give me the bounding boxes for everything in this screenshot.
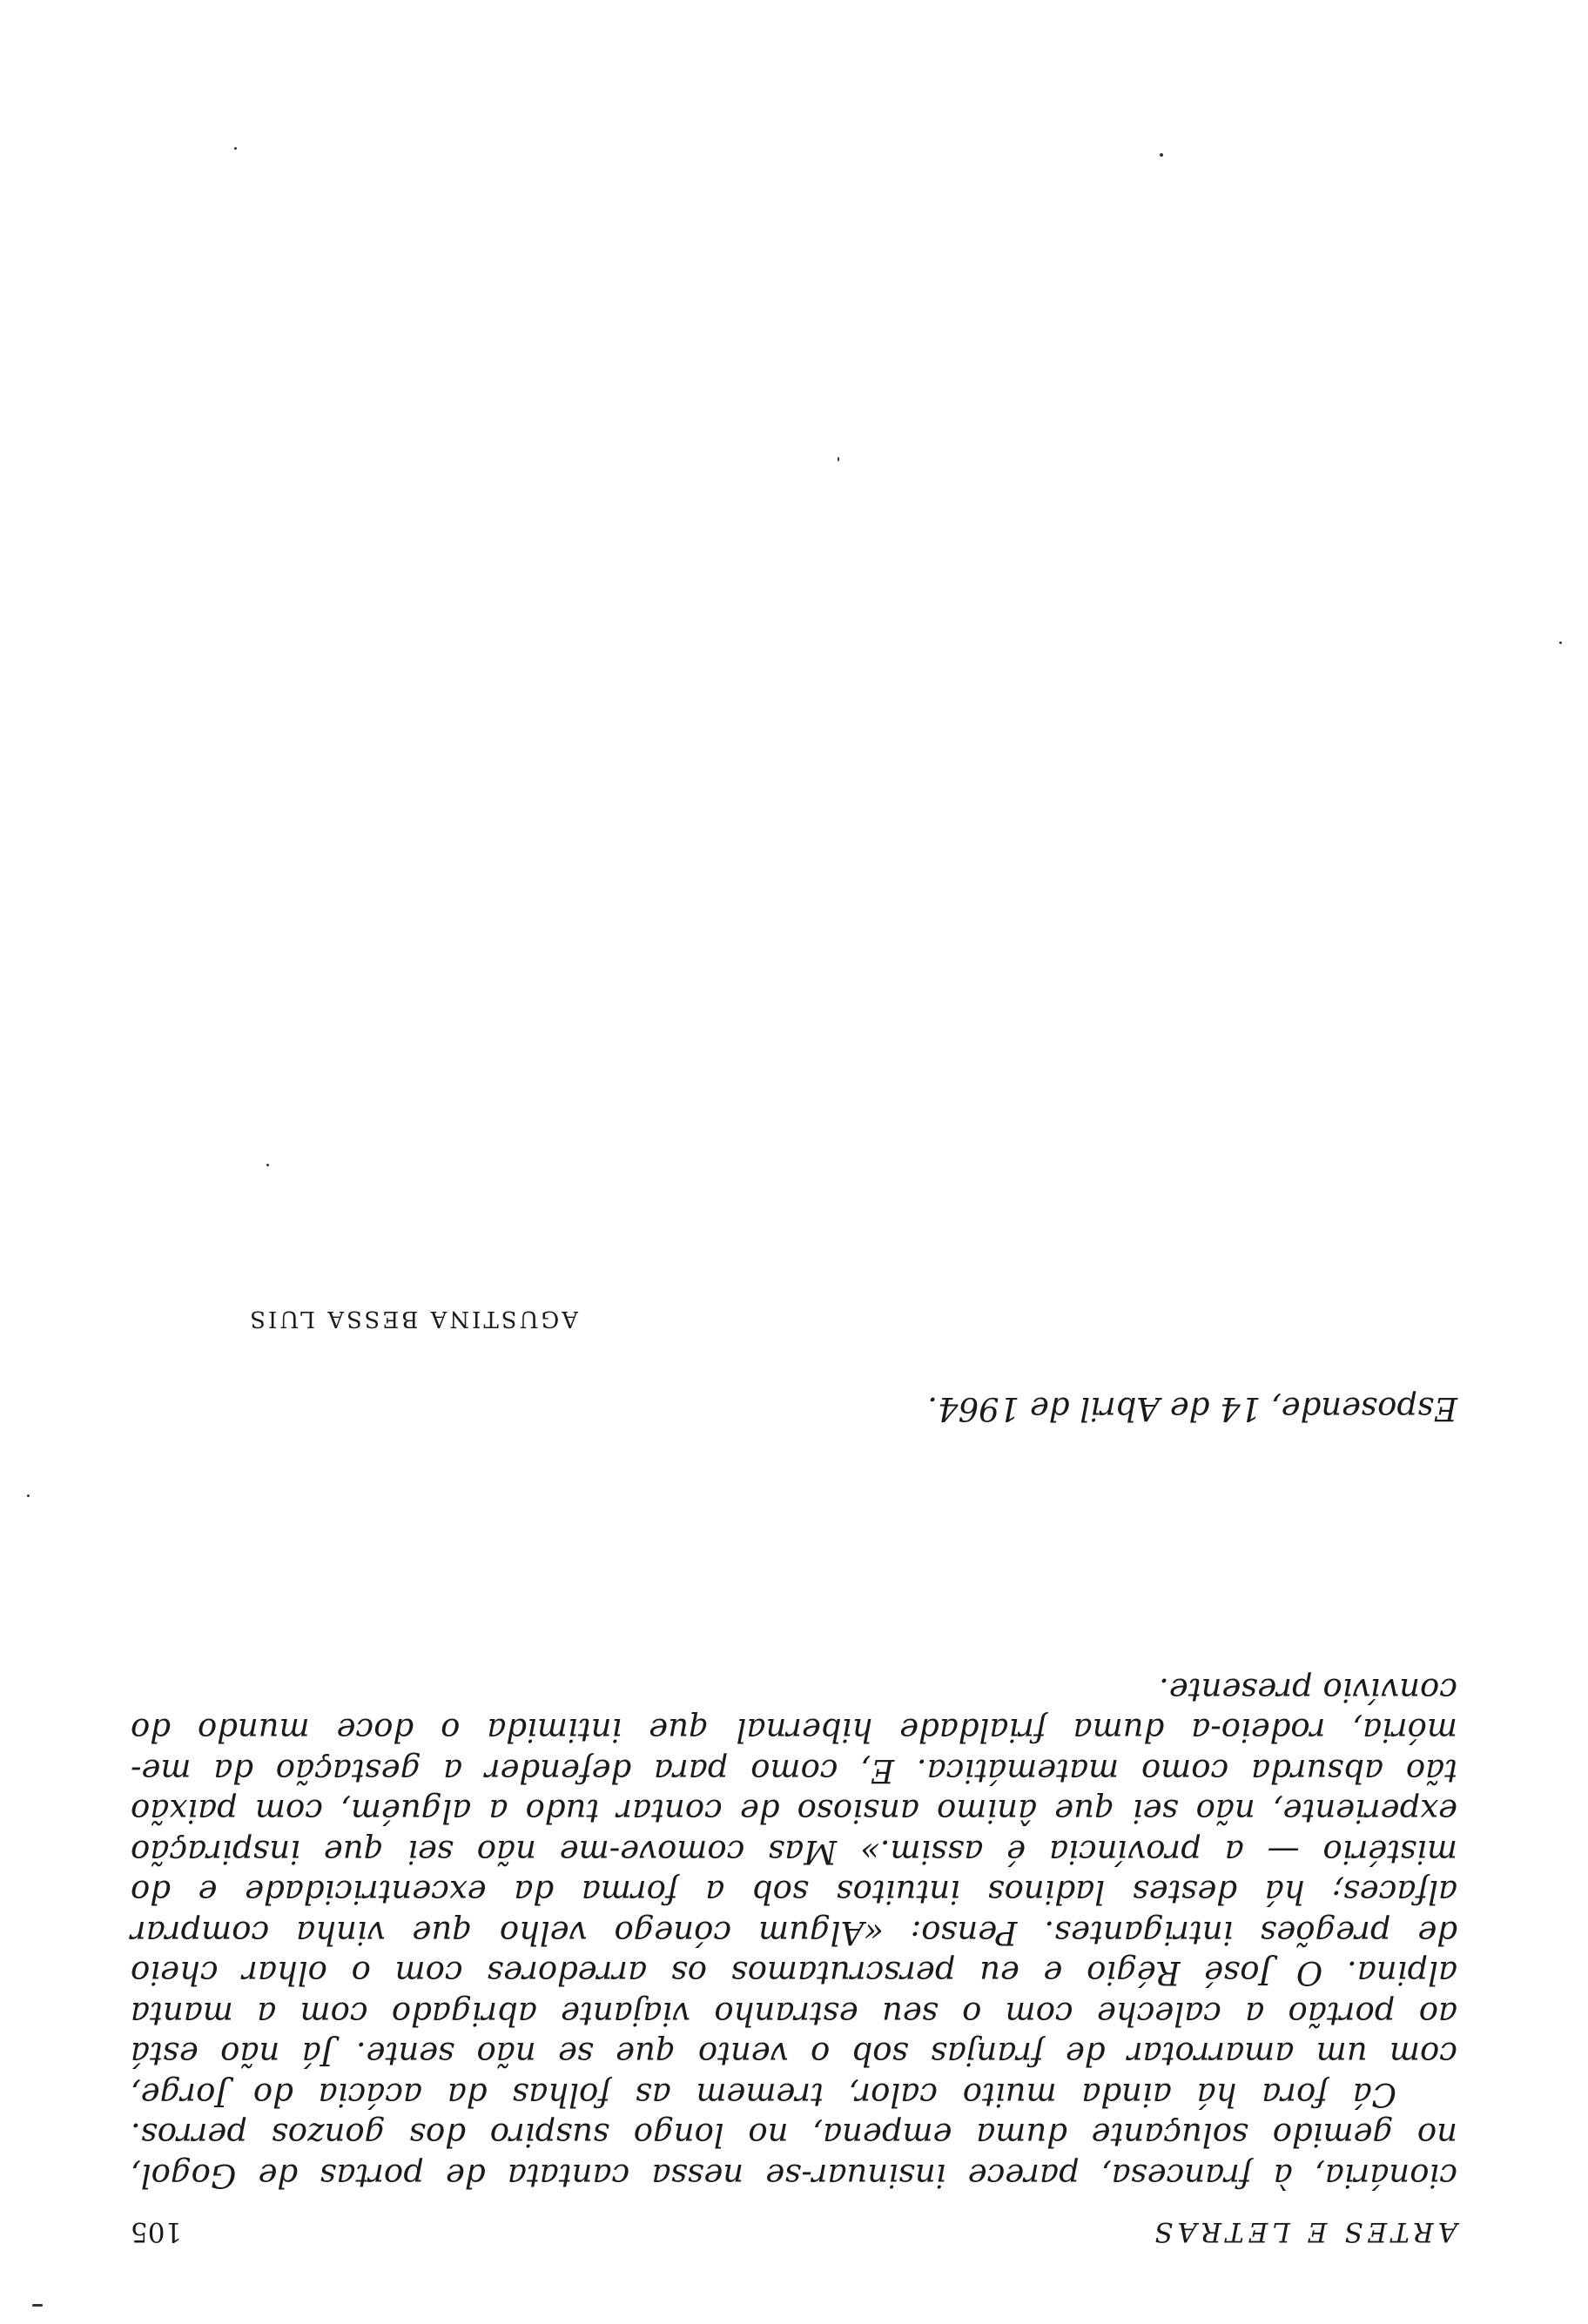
text-line: com um amarrotar de franjas sob o vento que se não sente. Já não está <box>131 2035 1457 2073</box>
scan-speck <box>838 457 839 461</box>
scan-speck <box>32 2304 43 2307</box>
body-paragraphs <box>131 1669 1457 2196</box>
text-line: tão absurda como matemática. E, como para defender a gestação da me- <box>131 1752 1457 1790</box>
text-line: experiente, não sei que ânimo ansioso de contar tudo a alguém, com paixão <box>131 1792 1457 1830</box>
author-signature: AGUSTINA BESSA LUIS <box>247 1306 578 1332</box>
text-line: de pregões intrigantes. Penso: «Algum cónego velho que vinha comprar <box>131 1914 1457 1951</box>
scan-speck <box>1160 153 1163 157</box>
text-line: alfaces; há destes ladinos intuitos sob a forma da excentricidade e do <box>131 1873 1457 1911</box>
text-line: alpina. O José Régio e eu perscrutamos os arredores com o olhar cheio <box>131 1954 1457 1992</box>
scan-speck <box>234 147 237 150</box>
text-line: cionária, à francesa, parece insinuar-se nessa cantata de portas de Gogol, <box>131 2157 1457 2194</box>
dateline: Esposende, 14 de Abril de 1964. <box>927 1390 1457 1427</box>
running-head <box>131 2207 1457 2247</box>
text-line: no gemido soluçante duma empena, no longo suspiro dos gonzos perros. <box>131 2116 1457 2154</box>
page-number: 105 <box>131 2216 183 2247</box>
scan-speck <box>1559 641 1562 644</box>
text-line: Cá fora há ainda muito calor, tremem as folhas da acácia do Jorge, <box>131 2076 1396 2113</box>
text-line: ao portão a caleche com o seu estranho viajante abrigado com a manta <box>131 1995 1457 2032</box>
running-title: ARTES E LETRAS <box>1150 2216 1457 2247</box>
scan-speck <box>27 1494 30 1497</box>
text-line: mória, rodeio-a duma frialdade hibernal que intimida o doce mundo do <box>131 1711 1457 1750</box>
scan-speck <box>266 1164 269 1166</box>
text-line: convívio presente. <box>1159 1671 1457 1709</box>
text-line: mistério — a província é assim.» Mas comove-me não sei que inspiração <box>131 1833 1457 1871</box>
